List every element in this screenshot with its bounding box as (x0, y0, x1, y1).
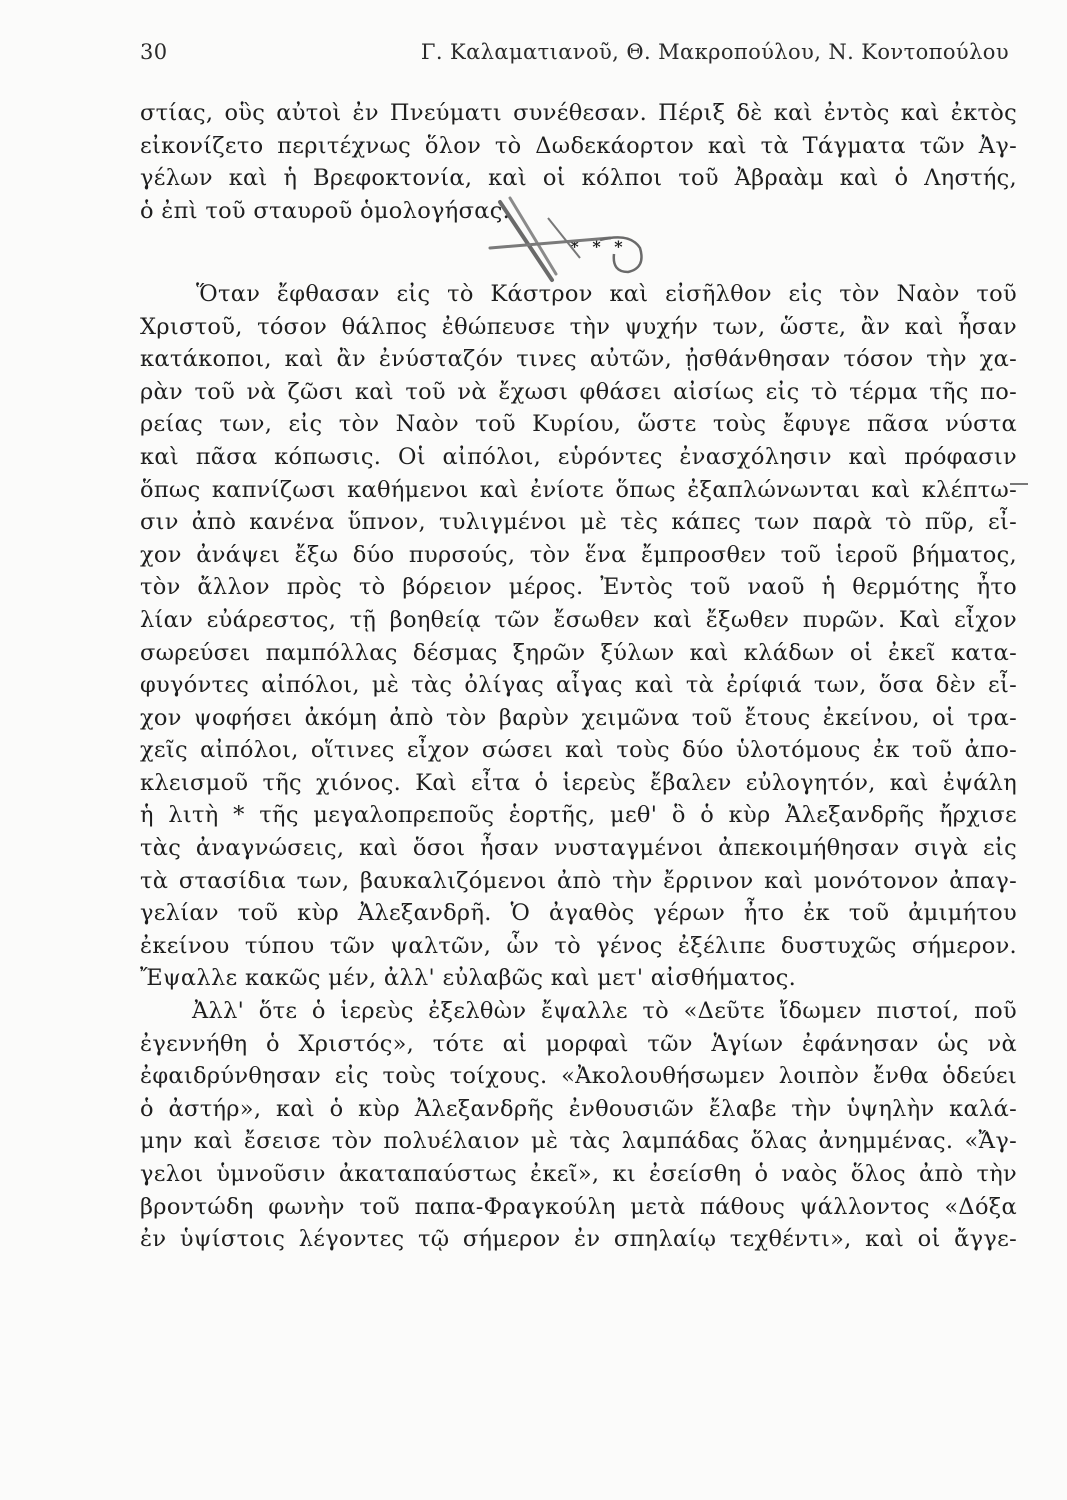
paragraph (140, 995, 1017, 1256)
text-line: λίαν εὐάρεστος, τῇ βοηθείᾳ τῶν ἔσωθεν καὶ ἔξωθεν πυρῶν. Καὶ εἶχον (140, 606, 1017, 633)
page-header (140, 40, 1009, 74)
text-line: καὶ πᾶσα κόπωσις. Οἱ αἰπόλοι, εὑρόντες ἐνασχόλησιν καὶ πρόφασιν (140, 443, 1017, 470)
text-line: ὁ ἐπὶ τοῦ σταυροῦ ὁμολογήσας. (140, 197, 511, 224)
text-line: τὰ στασίδια των, βαυκαλιζόμενοι ἀπὸ τὴν ἔρρινον καὶ μονότονον ἀπαγ- (140, 867, 1017, 894)
text-line: ὅπως καπνίζωσι καθήμενοι καὶ ἐνίοτε ὅπως ἐξαπλώνωνται καὶ κλέπτω- (140, 476, 1017, 503)
text-line: γέλων καὶ ἡ Βρεφοκτονία, καὶ οἱ κόλποι τοῦ Ἀβραὰμ καὶ ὁ Ληστής, (140, 165, 1017, 192)
section-separator: * * * (570, 237, 627, 257)
text-line: ρείας των, εἰς τὸν Ναὸν τοῦ Κυρίου, ὥστε τοὺς ἔφυγε πᾶσα νύστα (140, 411, 1017, 438)
text-line: Ὅταν ἔφθασαν εἰς τὸ Κάστρον καὶ εἰσῆλθον εἰς τὸν Ναὸν τοῦ (196, 280, 1017, 307)
text-line: γελοι ὑμνοῦσιν ἀκαταπαύστως ἐκεῖ», κι ἐσείσθη ὁ ναὸς ὅλος ἀπὸ τὴν (140, 1161, 1017, 1187)
text-line: ἐφαιδρύνθησαν εἰς τοὺς τοίχους. «Ἀκολουθήσωμεν λοιπὸν ἔνθα ὁδεύει (140, 1063, 1017, 1090)
text-line: γελίαν τοῦ κὺρ Ἀλεξανδρῆ. Ὁ ἀγαθὸς γέρων ἦτο ἐκ τοῦ ἀμιμήτου (140, 900, 1017, 927)
text-line: Ἀλλ' ὅτε ὁ ἱερεὺς ἐξελθὼν ἔψαλλε τὸ «Δεῦτε ἴδωμεν πιστοί, ποῦ (192, 998, 1017, 1025)
text-line: σιν ἀπὸ κανένα ὕπνον, τυλιγμένοι μὲ τὲς κάπες των παρὰ τὸ πῦρ, εἶ- (140, 509, 1017, 536)
text-line: κλεισμοῦ τῆς χιόνος. Καὶ εἶτα ὁ ἱερεὺς ἔβαλεν εὐλογητόν, καὶ ἐψάλη (140, 769, 1017, 796)
text-line: Χριστοῦ, τόσον θάλπος ἐθώπευσε τὴν ψυχήν των, ὥστε, ἂν καὶ ἦσαν (140, 313, 1017, 340)
running-title: Γ. Καλαματιανοῦ, Θ. Μακροπούλου, Ν. Κοντοπούλου (420, 40, 1009, 64)
text-line: ἐκείνου τύπου τῶν ψαλτῶν, ὧν τὸ γένος ἐξέλιπε δυστυχῶς σήμερον. (140, 932, 1017, 959)
paragraph (140, 278, 1017, 995)
text-line: φυγόντες αἰπόλοι, μὲ τὰς ὀλίγας αἶγας καὶ τὰ ἐρίφιά των, ὅσα δὲν εἶ- (140, 672, 1017, 699)
margin-tick-icon (1008, 476, 1030, 492)
text-line: ἐν ὑψίστοις λέγοντες τῷ σήμερον ἐν σπηλαίῳ τεχθέντι», καὶ οἱ ἄγγε- (140, 1226, 1017, 1253)
text-line: βροντώδη φωνὴν τοῦ παπα-Φραγκούλη μετὰ πάθους ψάλλοντος «Δόξα (140, 1193, 1017, 1220)
page-number: 30 (140, 40, 168, 64)
text-line: ὁ ἀστήρ», καὶ ὁ κὺρ Ἀλεξανδρῆς ἐνθουσιῶν ἔλαβε τὴν ὑψηλὴν καλά- (140, 1095, 1017, 1122)
text-line: ἡ λιτὴ * τῆς μεγαλοπρεποῦς ἑορτῆς, μεθ' ὃ ὁ κὺρ Ἀλεξανδρῆς ἤρχισε (140, 802, 1017, 829)
text-line: εἰκονίζετο περιτέχνως ὅλον τὸ Δωδεκάορτον καὶ τὰ Τάγματα τῶν Ἀγ- (140, 132, 1017, 159)
text-line: σωρεύσει παμπόλλας δέσμας ξηρῶν ξύλων καὶ κλάδων οἱ ἐκεῖ κατα- (140, 639, 1017, 666)
text-line: ρὰν τοῦ νὰ ζῶσι καὶ τοῦ νὰ ἔχωσι φθάσει αἰσίως εἰς τὸ τέρμα τῆς πο- (140, 378, 1017, 405)
text-line: χον ψοφήσει ἀκόμη ἀπὸ τὸν βαρὺν χειμῶνα τοῦ ἔτους ἐκείνου, οἱ τρα- (140, 704, 1017, 731)
text-line: μην καὶ ἔσεισε τὸν πολυέλαιον μὲ τὰς λαμπάδας ὅλας ἀνημμένας. «Ἄγ- (140, 1128, 1017, 1155)
text-line: Ἔψαλλε κακῶς μέν, ἀλλ' εὐλαβῶς καὶ μετ' αἰσθήματος. (140, 965, 797, 992)
text-line: χον ἀνάψει ἔξω δύο πυρσούς, τὸν ἕνα ἔμπροσθεν τοῦ ἱεροῦ βήματος, (140, 541, 1017, 568)
text-line: στίας, οὓς αὐτοὶ ἐν Πνεύματι συνέθεσαν. Πέριξ δὲ καὶ ἐντὸς καὶ ἐκτὸς (140, 100, 1017, 126)
text-line: χεῖς αἰπόλοι, οἵτινες εἶχον σώσει καὶ τοὺς δύο ὑλοτόμους ἐκ τοῦ ἀπο- (140, 737, 1017, 764)
text-line: κατάκοποι, καὶ ἂν ἐνύσταζόν τινες αὐτῶν, ᾐσθάνθησαν τόσον τὴν χα- (140, 346, 1017, 373)
text-line: τὰς ἀναγνώσεις, καὶ ὅσοι ἦσαν νυσταγμένοι ἀπεκοιμήθησαν σιγὰ εἰς (140, 835, 1017, 862)
pencil-mark-icon (470, 188, 670, 298)
text-line: ἐγεννήθη ὁ Χριστός», τότε αἱ μορφαὶ τῶν Ἁγίων ἐφάνησαν ὡς νὰ (140, 1030, 1017, 1057)
text-line: τὸν ἄλλον πρὸς τὸ βόρειον μέρος. Ἐντὸς τοῦ ναοῦ ἡ θερμότης ἦτο (140, 574, 1017, 601)
